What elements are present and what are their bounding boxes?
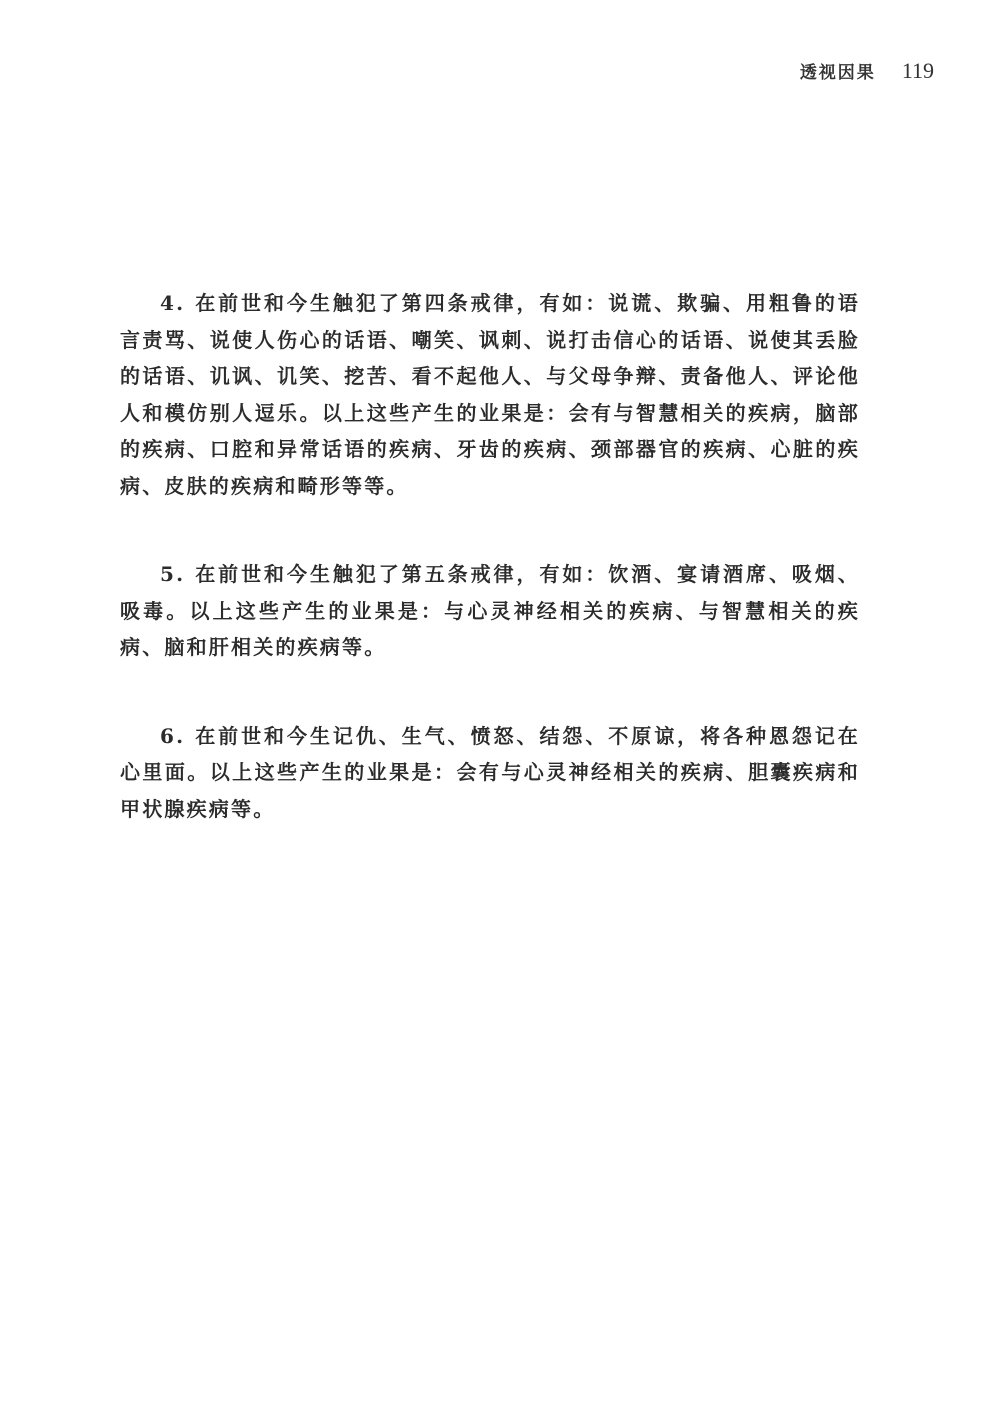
- paragraph-4: 4. 在前世和今生触犯了第四条戒律，有如：说谎、欺骗、用粗鲁的语言责骂、说使人伤心的话语、嘲笑、讽刺、说打击信心的话语、说使其丢脸的话语、讥讽、讥笑、挖苦、看不起他人、与父母争辩、责备他人、评论他人和模仿别人逗乐。以上这些产生的业果是：会有与智慧相关的疾病，脑部的疾病、口腔和异常话语的疾病、牙齿的疾病、颈部器官的疾病、心脏的疾病、皮肤的疾病和畸形等等。: [120, 291, 860, 498]
- paragraph-6: 6. 在前世和今生记仇、生气、愤怒、结怨、不原谅，将各种恩怨记在心里面。以上这些产生的业果是：会有与心灵神经相关的疾病、胆囊疾病和甲状腺疾病等。: [120, 723, 860, 821]
- paragraph-5: 5. 在前世和今生触犯了第五条戒律，有如：饮酒、宴请酒席、吸烟、吸毒。以上这些产生的业果是：与心灵神经相关的疾病、与智慧相关的疾病、脑和肝相关的疾病等。: [120, 562, 860, 659]
- page-number: 119: [901, 58, 934, 83]
- page-body: [120, 285, 860, 879]
- header-title: 透视因果: [799, 63, 876, 83]
- running-header: [800, 58, 934, 84]
